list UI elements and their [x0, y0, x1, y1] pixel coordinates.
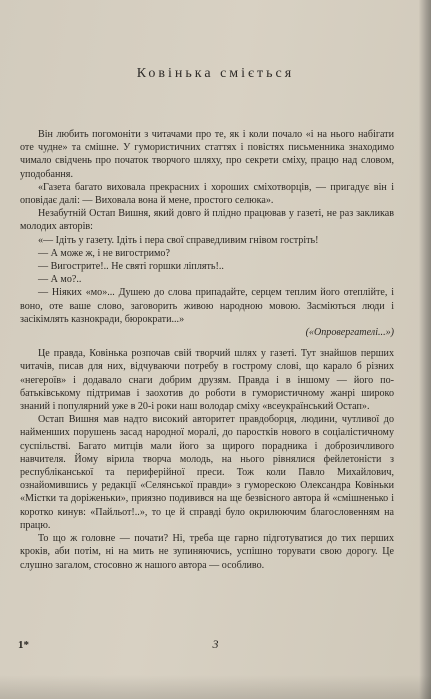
dialogue-line: — Ніяких «мо»... Душею до слова припадайте, серцем теплим його отеплійте, і воно, оте ваше слово, заговорить живою народною мовою. Засміються люди і засікімлять казнокради, бюрократи...» — [20, 287, 394, 325]
paragraph: Це правда, Ковінька розпочав свій творчий шлях у газеті. Тут знайшов перших читачів, писав для них, відчуваючи потребу в гострому слові, що карало б різних «негероїв» і додавало снаги добрим друзям. Правда і в іншому — його по-батьківському підтримав і заохотив до роботи в гумористичному жанрі широко знаний і популярний уже в 20-і роки наш володар сміху «всеукраїнський Остап». — [20, 348, 394, 413]
chapter-title: Ковінька сміється — [136, 66, 295, 81]
paragraph: «Газета багато виховала прекрасних і хороших сміхотворців, — пригадує він і оповідає далі: — Виховала вона й мене, простого селюка». — [20, 181, 394, 207]
page-number: 3 — [212, 637, 219, 651]
page-shadow — [0, 675, 431, 699]
dialogue-line: — А може ж, і не вигостримо? — [38, 247, 170, 259]
dialogue-line: «— Ідіть у газету. Ідіть і пера свої справедливим гнівом гостріть! — [38, 234, 319, 246]
signature-mark: 1* — [18, 639, 29, 651]
dialogue-line: — А мо?.. — [38, 274, 82, 286]
dialogue-line: — Вигострите!.. Не святі горшки ліплять!.. — [38, 261, 224, 273]
quote-source: («Опровергателі...») — [305, 327, 394, 339]
body-text — [20, 128, 394, 572]
paragraph: Він любить погомоніти з читачами про те, як і коли почало «і на нього набігати оте чудне» та смішне. У гумористичних статтях і повістях письменника знаходимо чимало свідчень про початок творчого шляху, про секрети сміху, працю над словом, уподобання. — [20, 129, 394, 180]
paragraph: Остап Вишня мав надто високий авторитет правдоборця, людини, чутливої до найменших порушень засад народної моралі, до паростків нового в соціалістичному суспільстві. Багато митців мали його за щирого порадника і доброзичливого навчителя. Йому вірила творча молодь, на нього рівнялися фейлетоністи з республіканської та периферійної преси. Тож коли Павло Михайлович, ознайомившись у редакції «Селянської правди» з гуморескою Олександра Ковіньки «Містки та доріженьки», приязно подивився на ще безвісного автора й «смішненько і коротко кинув: «Пайльот!..», то це й справді було окрилюючим благословенням на працю. — [20, 414, 394, 531]
paragraph: То що ж головне — почати? Ні, треба ще гарно підготуватися до тих перших кроків, аби потім, ні на мить не зупиняючись, успішно торувати свою дорогу. Це слушно загалом, стосовно ж нашого автора — особливо. — [20, 533, 394, 571]
page-edge — [419, 0, 431, 699]
paragraph: Незабутній Остап Вишня, який довго й плідно працював у газеті, не раз закликав молодих авторів: — [20, 208, 394, 233]
